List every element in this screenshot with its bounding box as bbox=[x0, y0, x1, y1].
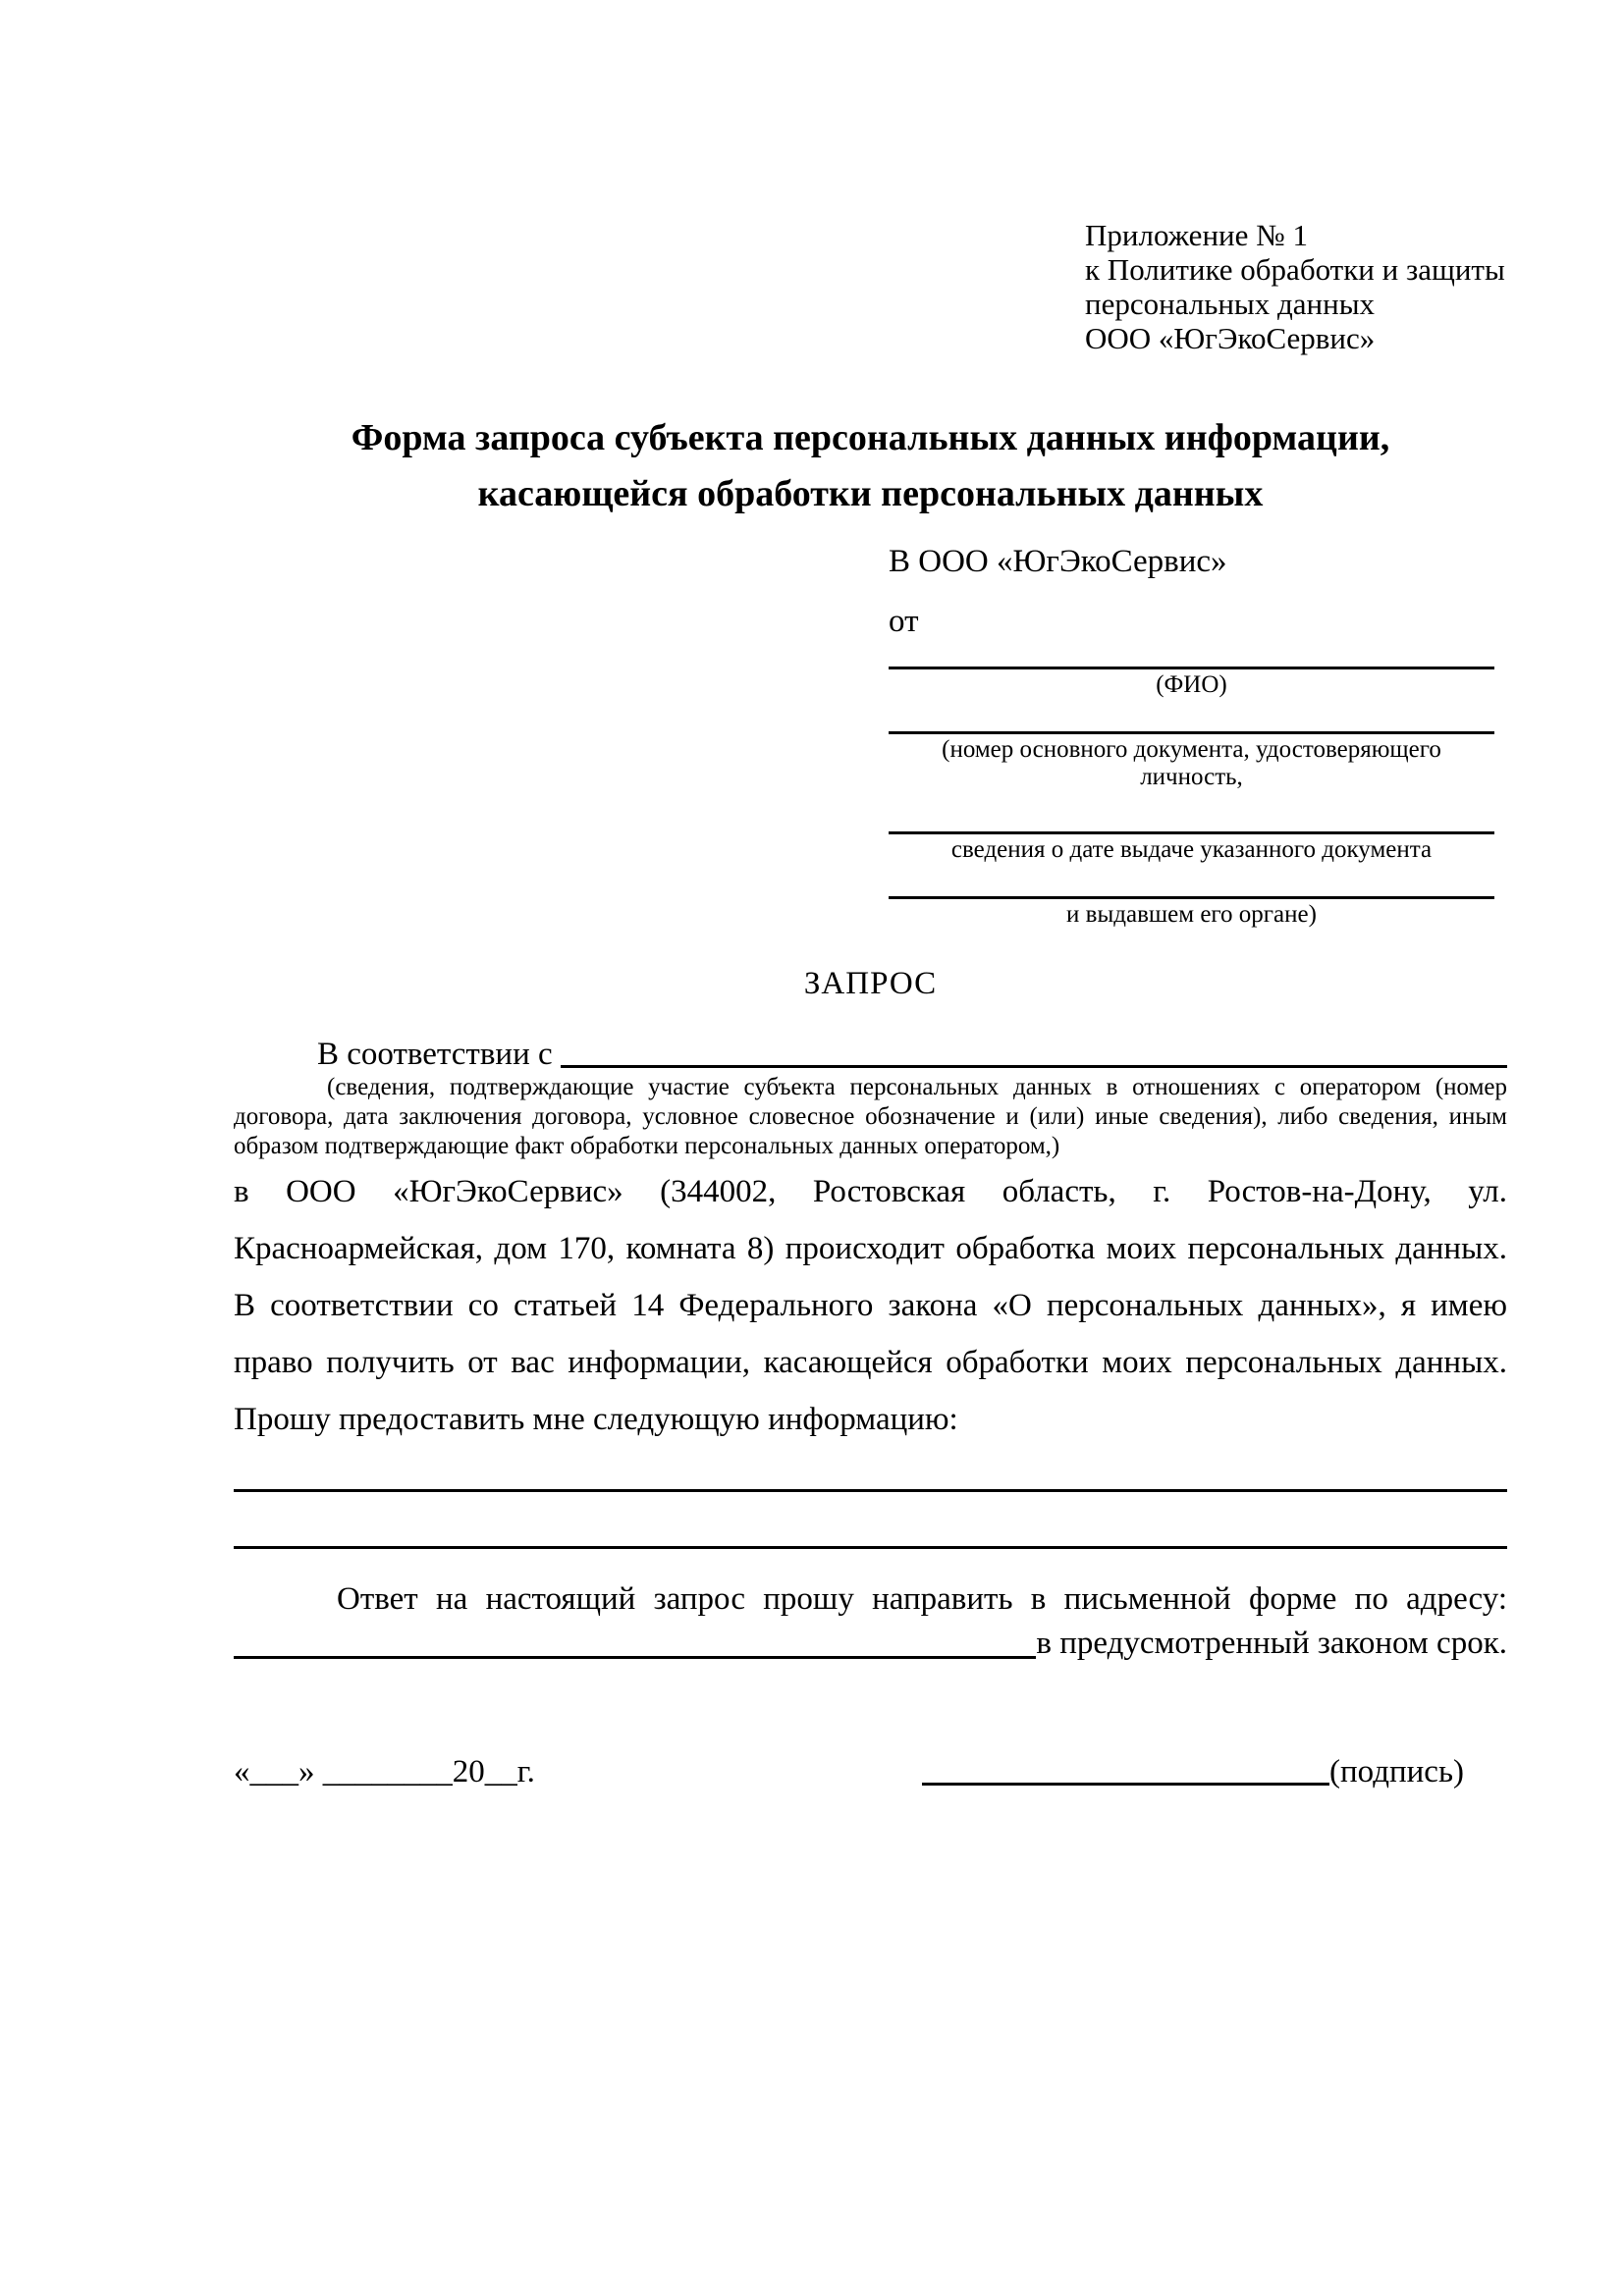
appendix-policy-line: к Политике обработки и защиты bbox=[1085, 252, 1505, 287]
appendix-header bbox=[1085, 218, 1507, 355]
appendix-company: ООО «ЮгЭкоСервис» bbox=[1085, 321, 1376, 355]
addressee-to: В ООО «ЮгЭкоСервис» bbox=[889, 544, 1227, 579]
addressee-block bbox=[889, 542, 1494, 929]
form-title bbox=[234, 410, 1507, 522]
reply-tail-text: в предусмотренный законом срок. bbox=[1036, 1626, 1507, 1661]
reply-paragraph: Ответ на настоящий запрос прошу направить в письменной форме по адресу: bbox=[337, 1581, 1507, 1617]
issuing-authority-field[interactable] bbox=[889, 864, 1494, 899]
date-field[interactable]: «___» ________20__г. bbox=[234, 1754, 535, 1789]
info-field-2[interactable] bbox=[234, 1546, 1507, 1549]
signature-row bbox=[234, 1752, 1507, 1791]
request-body: в ООО «ЮгЭкоСервис» (344002, Ростовская область, г. Ростов-на-Дону, ул. Красноармейская, дом 170, комната 8) происходит обработка моих персональных данных. В соответствии со статьей 14 Федерального закона «О персональных данных», я имею право получить от вас информации, касающейся обработки моих персональных данных. Прошу предоставить мне следующую информацию: bbox=[234, 1174, 1507, 1437]
address-field[interactable] bbox=[234, 1656, 1036, 1659]
signature-caption: (подпись) bbox=[1329, 1754, 1464, 1789]
address-row bbox=[234, 1628, 1507, 1662]
basis-note: (сведения, подтверждающие участие субъекта персональных данных в отношениях с оператором (номер договора, дата заключения договора, условное словесное обозначение и (или) иные сведения), либо сведения, иным образом подтверждающие факт обработки персональных данных оператором,) bbox=[234, 1074, 1507, 1159]
document-number-caption: (номер основного документа, удостоверяющего личность, bbox=[942, 736, 1441, 790]
appendix-number: Приложение № 1 bbox=[1085, 218, 1308, 252]
fio-caption: (ФИО) bbox=[1156, 671, 1227, 698]
appendix-policy-line2: персональных данных bbox=[1085, 287, 1376, 321]
signature-group bbox=[922, 1752, 1464, 1791]
issuing-authority-caption: и выдавшем его органе) bbox=[1066, 901, 1317, 928]
info-field-1[interactable] bbox=[234, 1489, 1507, 1492]
issue-date-caption: сведения о дате выдаче указанного документа bbox=[950, 836, 1433, 863]
form-title-line2: касающейся обработки персональных данных bbox=[477, 473, 1264, 514]
basis-field[interactable] bbox=[561, 1065, 1507, 1068]
basis-row bbox=[234, 1034, 1507, 1073]
form-title-line1: Форма запроса субъекта персональных данных информации, bbox=[351, 417, 1390, 458]
request-heading: ЗАПРОС bbox=[803, 966, 938, 1001]
addressee-from: от bbox=[889, 604, 919, 639]
issue-date-field[interactable] bbox=[889, 791, 1494, 834]
basis-lead-text: В соответствии с bbox=[317, 1037, 553, 1072]
document-number-field[interactable] bbox=[889, 699, 1494, 734]
signature-field[interactable] bbox=[922, 1783, 1329, 1786]
fio-field[interactable] bbox=[889, 641, 1494, 669]
